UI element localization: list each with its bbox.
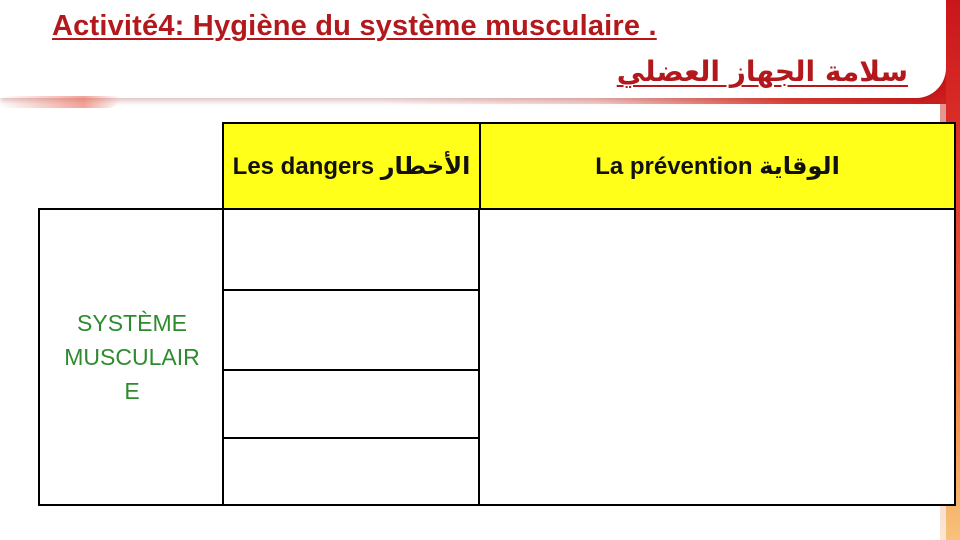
row-label-line: SYSTÈME	[77, 310, 187, 336]
danger-row-divider-2	[224, 369, 478, 371]
slide-title-arabic: سلامة الجهاز العضلي	[616, 55, 908, 88]
danger-row-divider-1	[224, 289, 478, 291]
row-label-systeme-musculaire	[40, 210, 224, 504]
danger-cell[interactable]	[226, 293, 476, 367]
row-label-line: MUSCULAIR	[64, 344, 200, 370]
table-body	[38, 208, 956, 506]
column-divider-label	[222, 208, 224, 506]
prevention-cell[interactable]	[482, 212, 952, 502]
header-prevention: La prévention الوقاية	[595, 152, 840, 180]
header-dangers: Les dangers الأخطار	[232, 152, 471, 180]
danger-cell[interactable]	[226, 441, 476, 502]
table-header-row	[222, 122, 956, 210]
danger-cell[interactable]	[226, 212, 476, 287]
danger-row-divider-3	[224, 437, 478, 439]
danger-cell[interactable]	[226, 373, 476, 435]
frame-sweep-decoration	[0, 96, 120, 108]
column-divider-dangers	[478, 208, 480, 506]
slide-title-french: Activité4: Hygiène du système musculaire .	[52, 10, 657, 42]
row-label-line: E	[124, 378, 140, 404]
